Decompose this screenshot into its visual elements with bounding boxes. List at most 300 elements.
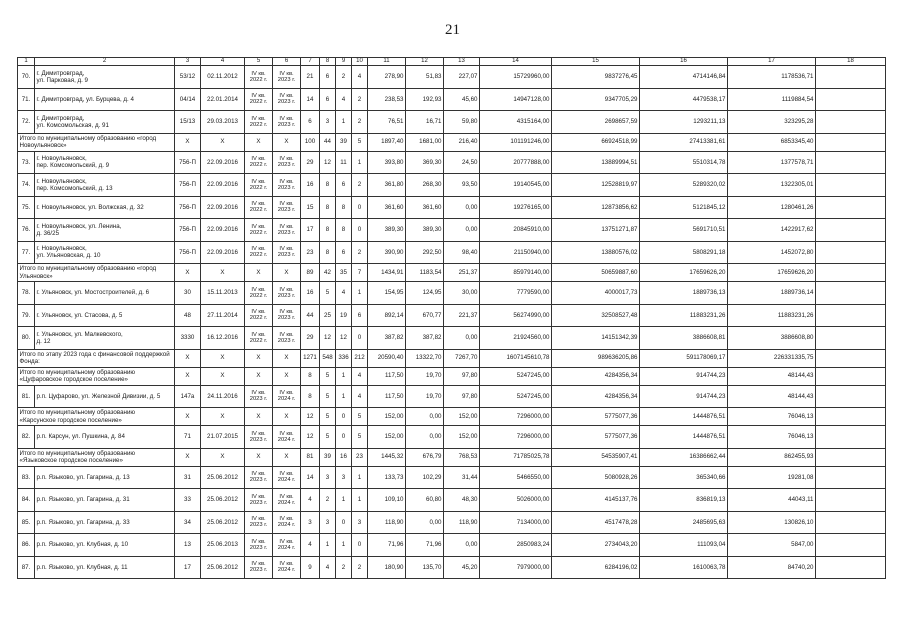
table-cell: 118,90 [444,511,480,534]
table-cell: 0 [336,426,352,449]
table-cell: 268,30 [406,174,444,197]
table-cell: 5080928,26 [552,466,640,489]
subtotal-label: Итого по муниципальному образованию «Карсунское городское поселение» [18,408,175,426]
table-cell: 3330 [175,327,201,350]
subtotal-label: Итого по этапу 2023 года с финансовой поддержкой Фонда: [18,349,175,367]
table-cell: 5026000,00 [480,489,552,512]
address-cell: р.п. Языково, ул. Гагарина, д. 31 [35,489,175,512]
table-cell: 8 [320,241,336,264]
table-cell: 19281,08 [728,466,816,489]
table-cell: 20777888,00 [480,151,552,174]
table-cell: 4 [320,556,336,579]
table-cell: 22.09.2016 [201,241,245,264]
table-cell: IV кв. 2022 г. [245,151,273,174]
table-cell: IV кв. 2023 г. [245,466,273,489]
address-cell: р.п. Языково, ул. Клубная, д. 10 [35,534,175,557]
table-cell [816,241,886,264]
subtotal-cell: 216,40 [444,133,480,151]
table-cell: IV кв. 2022 г. [245,111,273,134]
subtotal-cell: 1607145610,78 [480,349,552,367]
table-cell: 3 [320,511,336,534]
header-cell: 11 [368,58,406,66]
subtotal-cell: X [273,133,301,151]
table-cell: 21150940,00 [480,241,552,264]
row-number-cell: 83. [18,466,35,489]
table-cell: 11883231,26 [728,304,816,327]
table-cell: 19276165,00 [480,196,552,219]
table-cell: 25.06.2012 [201,511,245,534]
subtotal-row [18,408,886,426]
table-cell: 3 [320,466,336,489]
subtotal-cell: 35 [336,264,352,282]
table-cell: 2 [352,556,368,579]
subtotal-cell: 7267,70 [444,349,480,367]
table-cell: 0,00 [444,219,480,242]
table-cell: 118,90 [368,511,406,534]
table-cell: 22.01.2014 [201,88,245,111]
table-cell: 369,30 [406,151,444,174]
table-cell: 6 [320,66,336,89]
table-cell: 8 [301,385,320,408]
table-cell: 4 [301,534,320,557]
subtotal-cell: X [201,408,245,426]
table-cell: 154,95 [368,282,406,305]
table-cell: 21.07.2015 [201,426,245,449]
subtotal-cell: X [175,133,201,151]
table-cell: IV кв. 2023 г. [273,88,301,111]
table-cell: 14947128,00 [480,88,552,111]
table-row [18,556,886,579]
table-cell [816,88,886,111]
table-cell: 19,70 [406,385,444,408]
address-cell: г. Ульяновск, ул. Мостостроителей, д. 6 [35,282,175,305]
table-cell: 1 [352,489,368,512]
table-cell: 19140545,00 [480,174,552,197]
table-row [18,66,886,89]
table-cell: 1889736,13 [640,282,728,305]
table-cell: 48,30 [444,489,480,512]
table-cell: 2698657,59 [552,111,640,134]
subtotal-cell: 1271 [301,349,320,367]
subtotal-cell: 676,79 [406,448,444,466]
table-row [18,282,886,305]
row-number-cell: 79. [18,304,35,327]
subtotal-cell: 5247245,00 [480,367,552,385]
address-cell: г. Димитровград, ул. Комсомольская, д. 91 [35,111,175,134]
header-cell: 5 [245,58,273,66]
table-cell: 756-П [175,151,201,174]
table-cell: 3 [320,111,336,134]
row-number-cell: 76. [18,219,35,242]
table-cell: 1 [336,534,352,557]
subtotal-cell: X [273,349,301,367]
table-cell: 4000017,73 [552,282,640,305]
table-cell: 4 [352,385,368,408]
table-cell: 2 [320,489,336,512]
table-cell: 12 [336,327,352,350]
table-row [18,304,886,327]
table-row [18,327,886,350]
table-cell: 135,70 [406,556,444,579]
table-cell: IV кв. 2023 г. [245,426,273,449]
subtotal-cell: 17659626,20 [640,264,728,282]
subtotal-cell: 768,53 [444,448,480,466]
table-cell: 21924560,00 [480,327,552,350]
table-cell: 323295,28 [728,111,816,134]
row-number-cell: 86. [18,534,35,557]
subtotal-cell: 101191246,00 [480,133,552,151]
table-cell: 1119884,54 [728,88,816,111]
subtotal-cell: X [175,408,201,426]
subtotal-cell: X [245,408,273,426]
table-cell: 12873856,62 [552,196,640,219]
table-cell: 97,80 [444,385,480,408]
table-cell: IV кв. 2022 г. [245,66,273,89]
subtotal-cell: 50659887,60 [552,264,640,282]
table-cell: 4 [352,66,368,89]
table-cell: 117,50 [368,385,406,408]
table-row [18,241,886,264]
table-cell: 9 [301,556,320,579]
table-cell: 15.11.2013 [201,282,245,305]
table-cell: 5289320,02 [640,174,728,197]
table-cell: IV кв. 2022 г. [245,282,273,305]
subtotal-cell: X [175,448,201,466]
table-cell: 0,00 [444,196,480,219]
page-number: 21 [445,22,460,38]
table-cell: IV кв. 2023 г. [273,151,301,174]
row-number-cell: 73. [18,151,35,174]
table-cell: 8 [320,174,336,197]
subtotal-cell: 336 [336,349,352,367]
subtotal-cell: X [245,367,273,385]
subtotal-cell: 1445,32 [368,448,406,466]
header-cell: 8 [320,58,336,66]
table-cell [816,174,886,197]
table-cell: 29.03.2013 [201,111,245,134]
table-cell: 53/12 [175,66,201,89]
subtotal-cell: X [201,367,245,385]
row-number-cell: 75. [18,196,35,219]
table-cell: 152,00 [444,426,480,449]
subtotal-cell: 16386662,44 [640,448,728,466]
table-cell: 34 [175,511,201,534]
subtotal-cell: X [273,367,301,385]
table-cell: 04/14 [175,88,201,111]
row-number-cell: 70. [18,66,35,89]
table-cell: 29 [301,327,320,350]
address-cell: г. Новоульяновск, ул. Волжская, д. 32 [35,196,175,219]
table-cell: 1 [336,111,352,134]
table-cell: 109,10 [368,489,406,512]
subtotal-cell: 152,00 [368,408,406,426]
table-cell: 6 [320,88,336,111]
table-cell: 6 [336,174,352,197]
subtotal-cell: 0,00 [406,408,444,426]
subtotal-cell: X [175,264,201,282]
table-cell: 25.06.2012 [201,556,245,579]
header-cell: 14 [480,58,552,66]
table-cell: 836819,13 [640,489,728,512]
table-cell: 1444876,51 [640,426,728,449]
table-cell: 22.09.2016 [201,196,245,219]
table-cell: 11883231,26 [640,304,728,327]
table-cell: 0,00 [406,511,444,534]
table-cell: 1322305,01 [728,174,816,197]
table-cell: 5691710,51 [640,219,728,242]
table-cell: 238,53 [368,88,406,111]
table-cell: 1377578,71 [728,151,816,174]
subtotal-cell: 17659626,20 [728,264,816,282]
table-cell: 1422917,62 [728,219,816,242]
subtotal-cell: X [175,367,201,385]
table-cell [816,304,886,327]
table-cell: 292,50 [406,241,444,264]
table-cell: 4 [301,489,320,512]
table-cell: 16.12.2016 [201,327,245,350]
table-cell: 02.11.2012 [201,66,245,89]
table-cell: 892,14 [368,304,406,327]
subtotal-cell: 1444876,51 [640,408,728,426]
subtotal-cell: 6853345,40 [728,133,816,151]
table-cell: IV кв. 2023 г. [273,327,301,350]
table-cell: 5247245,00 [480,385,552,408]
table-cell: 3886608,81 [640,327,728,350]
table-cell: 1 [336,489,352,512]
subtotal-cell: X [245,133,273,151]
row-number-cell: 84. [18,489,35,512]
subtotal-cell: 20590,40 [368,349,406,367]
table-cell [816,66,886,89]
subtotal-cell: 44 [320,133,336,151]
table-cell: 0,00 [444,327,480,350]
table-cell: 15 [301,196,320,219]
subtotal-cell [816,408,886,426]
table-cell: IV кв. 2022 г. [245,241,273,264]
table-cell: 44 [301,304,320,327]
table-cell: IV кв. 2022 г. [245,174,273,197]
table-cell: 30 [175,282,201,305]
table-row [18,426,886,449]
table-row [18,151,886,174]
table-cell: 1452072,80 [728,241,816,264]
subtotal-cell: X [245,264,273,282]
table-cell: 0,00 [444,534,480,557]
table-cell: 6 [352,304,368,327]
header-cell: 13 [444,58,480,66]
subtotal-cell: 23 [352,448,368,466]
row-number-cell: 82. [18,426,35,449]
subtotal-cell: 13322,70 [406,349,444,367]
subtotal-cell: 914744,23 [640,367,728,385]
table-cell: 111093,04 [640,534,728,557]
table-cell: 152,00 [368,426,406,449]
table-cell: 32508527,48 [552,304,640,327]
subtotal-row [18,367,886,385]
table-cell: 5808291,18 [640,241,728,264]
table-cell: 15/13 [175,111,201,134]
table-cell: IV кв. 2023 г. [245,489,273,512]
table-cell [816,466,886,489]
table-cell: 13751271,87 [552,219,640,242]
table-cell: 48144,43 [728,385,816,408]
table-cell: 389,30 [368,219,406,242]
table-cell: 192,93 [406,88,444,111]
table-cell: 14151342,39 [552,327,640,350]
table-cell: 133,73 [368,466,406,489]
table-cell [816,219,886,242]
table-cell [816,111,886,134]
subtotal-cell: 71785025,78 [480,448,552,466]
table-row [18,196,886,219]
subtotal-row [18,133,886,151]
subtotal-cell: X [273,408,301,426]
subtotal-cell: 4284356,34 [552,367,640,385]
subtotal-cell: 81 [301,448,320,466]
table-cell: 1280461,26 [728,196,816,219]
table-cell: 2850983,24 [480,534,552,557]
table-cell: 12528819,97 [552,174,640,197]
subtotal-cell: 48144,43 [728,367,816,385]
subtotal-cell: 1681,00 [406,133,444,151]
table-body [18,58,886,579]
address-cell: р.п. Языково, ул. Клубная, д. 11 [35,556,175,579]
table-cell: IV кв. 2023 г. [273,304,301,327]
table-cell: 3 [336,466,352,489]
table-cell: 756-П [175,219,201,242]
table-cell: 8 [336,196,352,219]
table-cell: 389,30 [406,219,444,242]
table-cell: 387,82 [406,327,444,350]
table-row [18,511,886,534]
subtotal-cell: 212 [352,349,368,367]
subtotal-cell: 85979140,00 [480,264,552,282]
table-cell: IV кв. 2024 г. [273,534,301,557]
row-number-cell: 74. [18,174,35,197]
address-cell: р.п. Карсун, ул. Пушкина, д. 84 [35,426,175,449]
subtotal-label: Итого по муниципальному образованию «город Ульяновск» [18,264,175,282]
table-cell: 13880576,02 [552,241,640,264]
table-cell: 71,96 [368,534,406,557]
address-cell: р.п. Языково, ул. Гагарина, д. 33 [35,511,175,534]
table-row [18,174,886,197]
row-number-cell: 87. [18,556,35,579]
table-row [18,534,886,557]
subtotal-label: Итого по муниципальному образованию «Цуфаровское городское поселение» [18,367,175,385]
table-cell: 2 [336,556,352,579]
table-cell: 4714146,84 [640,66,728,89]
table-cell: 12 [320,327,336,350]
subtotal-cell: 591178069,17 [640,349,728,367]
table-cell: 1 [336,385,352,408]
subtotal-cell [816,349,886,367]
table-cell: 0 [352,327,368,350]
table-cell: 14 [301,466,320,489]
header-cell: 18 [816,58,886,66]
subtotal-cell: 152,00 [444,408,480,426]
table-cell: 361,60 [368,196,406,219]
subtotal-cell: 7 [352,264,368,282]
table-cell: 670,77 [406,304,444,327]
subtotal-row [18,349,886,367]
row-number-cell: 72. [18,111,35,134]
subtotal-cell: X [201,264,245,282]
address-cell: г. Димитровград, ул. Бурцева, д. 4 [35,88,175,111]
table-cell [816,426,886,449]
table-cell: 8 [320,219,336,242]
housing-table-wrap [17,57,885,579]
subtotal-cell: 97,80 [444,367,480,385]
table-cell: 13889994,51 [552,151,640,174]
table-row [18,219,886,242]
table-cell: 16 [301,174,320,197]
subtotal-cell [816,133,886,151]
header-cell: 3 [175,58,201,66]
table-cell: IV кв. 2023 г. [245,556,273,579]
table-cell: 4 [336,88,352,111]
table-cell: 2 [336,66,352,89]
table-cell: 0 [352,219,368,242]
table-cell: 25.06.2012 [201,466,245,489]
table-cell: 31 [175,466,201,489]
header-cell: 10 [352,58,368,66]
table-cell: 7779590,00 [480,282,552,305]
table-cell: IV кв. 2023 г. [273,241,301,264]
address-cell: г. Димитровград, ул. Парковая, д. 9 [35,66,175,89]
subtotal-cell: 76046,13 [728,408,816,426]
table-cell: 23 [301,241,320,264]
table-cell: 44043,11 [728,489,816,512]
table-cell: 21 [301,66,320,89]
table-cell: 3 [352,511,368,534]
table-cell: IV кв. 2023 г. [273,219,301,242]
subtotal-cell: 39 [320,448,336,466]
table-cell: 5 [320,426,336,449]
subtotal-cell: 117,50 [368,367,406,385]
header-cell: 4 [201,58,245,66]
subtotal-cell: X [245,448,273,466]
subtotal-cell: 100 [301,133,320,151]
header-cell: 1 [18,58,35,66]
table-cell: 278,90 [368,66,406,89]
header-cell: 12 [406,58,444,66]
table-cell: IV кв. 2022 г. [245,219,273,242]
table-cell: 756-П [175,241,201,264]
subtotal-cell: 42 [320,264,336,282]
table-cell: 71 [175,426,201,449]
row-number-cell: 85. [18,511,35,534]
table-cell: 7134000,00 [480,511,552,534]
table-cell: 756-П [175,174,201,197]
subtotal-cell: 1897,40 [368,133,406,151]
subtotal-cell: 1183,54 [406,264,444,282]
table-cell: 221,37 [444,304,480,327]
table-cell: 2 [352,111,368,134]
table-cell: 60,80 [406,489,444,512]
table-cell: 27.11.2014 [201,304,245,327]
table-cell: 0 [352,196,368,219]
address-cell: р.п. Цуфарово, ул. Железной Дивизии, д. 5 [35,385,175,408]
table-cell: 9347705,29 [552,88,640,111]
table-cell: 2485695,63 [640,511,728,534]
table-cell: 45,20 [444,556,480,579]
table-cell: 13 [175,534,201,557]
table-cell: 0 [352,534,368,557]
table-cell: 22.09.2016 [201,151,245,174]
subtotal-cell: 989636205,86 [552,349,640,367]
table-cell: IV кв. 2022 г. [245,327,273,350]
subtotal-cell: 0 [336,408,352,426]
